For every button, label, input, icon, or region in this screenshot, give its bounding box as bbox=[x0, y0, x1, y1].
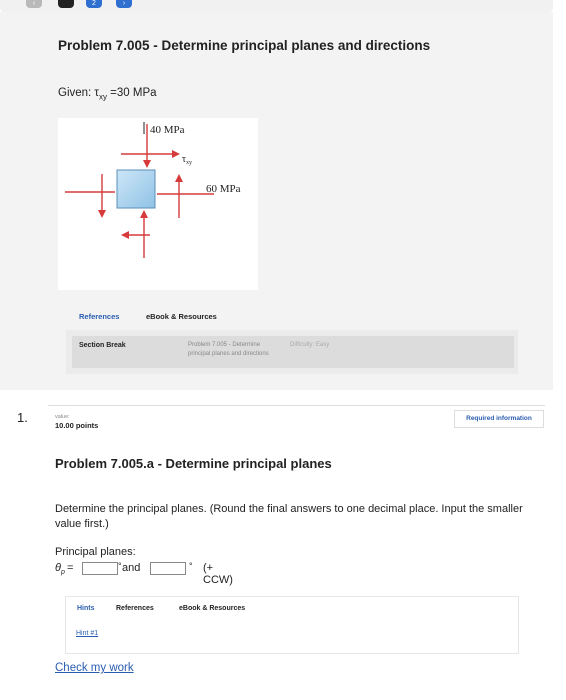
equals-sign: = bbox=[67, 562, 74, 574]
tab-references-bottom[interactable]: References bbox=[116, 605, 154, 612]
resources-tab-row bbox=[66, 302, 518, 330]
section-desc-line2: principal planes and directions bbox=[188, 351, 269, 357]
hint-1-link[interactable]: Hint #1 bbox=[76, 630, 99, 637]
section-break-row bbox=[72, 336, 514, 368]
top-stress-arrowhead bbox=[143, 160, 151, 168]
tab-ebook-resources[interactable]: eBook & Resources bbox=[146, 312, 217, 321]
tab-hints[interactable]: Hints bbox=[77, 605, 95, 612]
given-statement bbox=[58, 87, 157, 101]
given-subscript: xy bbox=[98, 92, 107, 102]
check-my-work-link[interactable]: Check my work bbox=[55, 662, 134, 674]
question-instructions: Determine the principal planes. (Round the final answers to one decimal place. Input the smaller value first.) bbox=[55, 503, 523, 530]
tab-ebook-resources-bottom[interactable]: eBook & Resources bbox=[179, 605, 246, 612]
degree-symbol-1: ° bbox=[118, 561, 122, 571]
theta-p1-input[interactable] bbox=[82, 562, 118, 575]
theta-p2-input[interactable] bbox=[150, 562, 186, 575]
given-prefix: Given: τ bbox=[58, 87, 99, 99]
stress-element-figure bbox=[58, 118, 258, 290]
label-right-stress: 60 MPa bbox=[206, 183, 241, 195]
top-shear-arrowhead bbox=[172, 150, 180, 158]
menu-nav-button[interactable] bbox=[58, 0, 74, 8]
section-break-label: Section Break bbox=[79, 342, 126, 349]
back-nav-button[interactable]: ‹ bbox=[26, 0, 42, 8]
tab-references[interactable]: References bbox=[79, 312, 120, 321]
label-top-stress: 40 MPa bbox=[150, 124, 185, 136]
difficulty-label: Difficulty: Easy bbox=[290, 342, 330, 348]
given-value: =30 MPa bbox=[106, 87, 157, 99]
bottom-stress-arrowhead bbox=[140, 210, 148, 218]
top-nav-bar bbox=[0, 0, 553, 12]
question-resources-panel bbox=[65, 596, 519, 654]
next-nav-button[interactable]: › bbox=[116, 0, 132, 8]
question-divider bbox=[48, 405, 545, 406]
points-value: 10.00 points bbox=[55, 421, 99, 430]
and-label: and bbox=[122, 562, 141, 574]
right-shear-arrowhead bbox=[175, 174, 183, 182]
problem-title: Problem 7.005 - Determine principal planes and directions bbox=[58, 38, 431, 53]
required-information-badge[interactable]: Required information bbox=[454, 410, 544, 428]
question-nav-button[interactable]: 2 bbox=[86, 0, 102, 8]
value-label: value: bbox=[55, 414, 70, 420]
theta-symbol: $\theta_p$ bbox=[55, 562, 65, 577]
bottom-shear-arrowhead bbox=[121, 231, 129, 239]
question-title: Problem 7.005.a - Determine principal planes bbox=[55, 456, 332, 471]
principal-planes-label: Principal planes: bbox=[55, 546, 136, 558]
stress-diagram bbox=[58, 118, 258, 290]
section-desc-line1: Problem 7.005 - Determine bbox=[188, 342, 261, 348]
label-tau: $\tau_{xy}$ bbox=[182, 154, 193, 166]
ccw-label: (+ CCW) bbox=[203, 562, 233, 586]
degree-symbol-2: ° bbox=[189, 561, 193, 571]
question-number: 1. bbox=[17, 410, 28, 425]
stress-element bbox=[117, 170, 155, 208]
left-shear-arrowhead bbox=[98, 210, 106, 218]
